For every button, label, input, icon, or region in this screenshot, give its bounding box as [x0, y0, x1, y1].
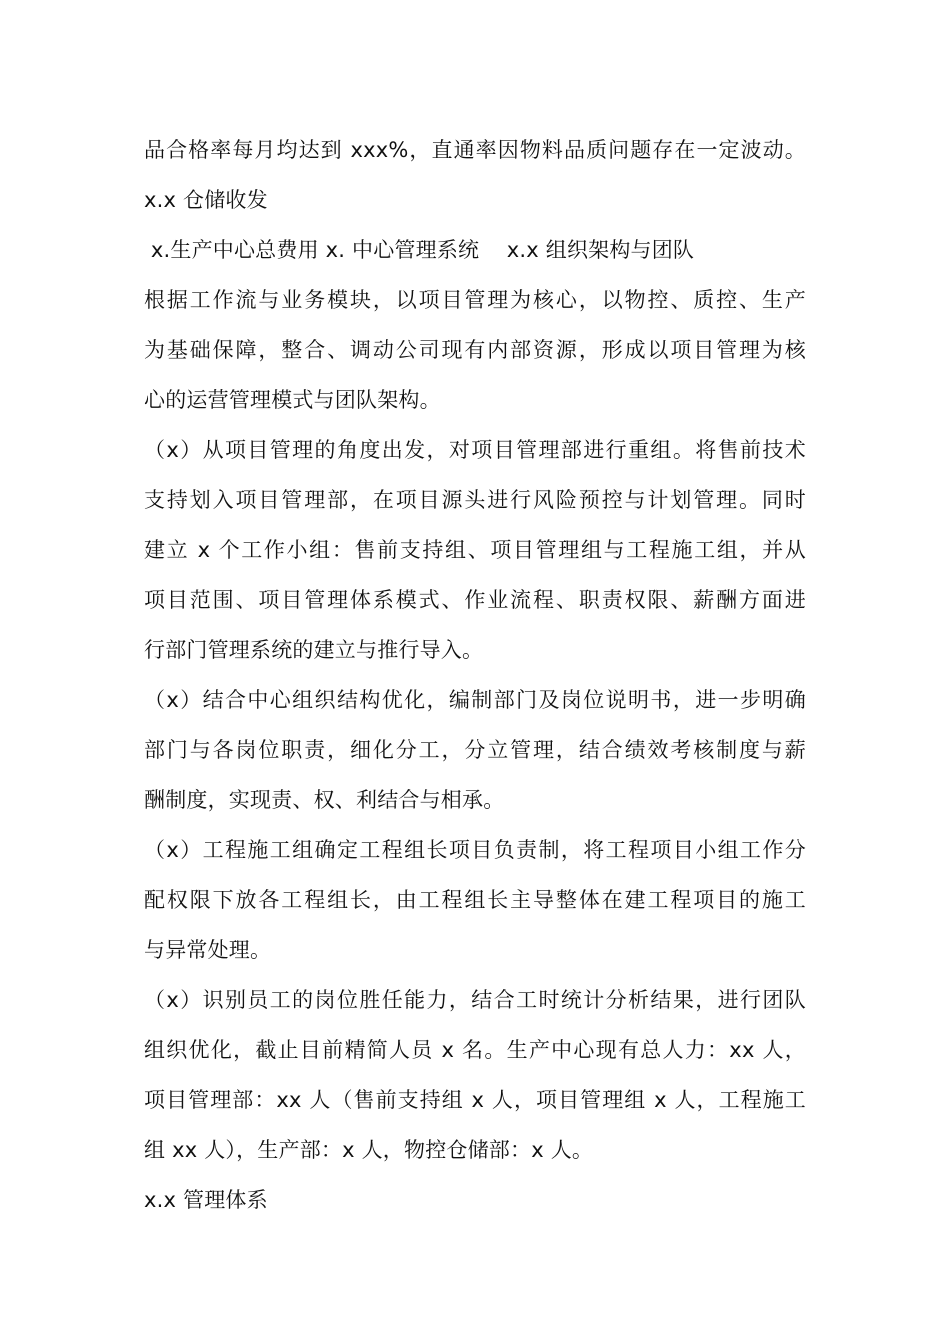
- text-line: 心的运营管理模式与团队架构。: [144, 388, 441, 412]
- text-line: 与异常处理。: [144, 938, 272, 962]
- text-line: 酬制度，实现责、权、利结合与相承。: [144, 788, 505, 812]
- text-line: （x）识别员工的岗位胜任能力，结合工时统计分析结果，进行团队: [144, 988, 806, 1012]
- text-line: 项目管理部：xx 人（售前支持组 x 人，项目管理组 x 人，工程施工: [144, 1088, 806, 1112]
- section-heading: x.x 管理体系: [144, 1188, 268, 1212]
- text-line: （x）结合中心组织结构优化，编制部门及岗位说明书，进一步明确: [144, 688, 806, 712]
- text-line: （x）从项目管理的角度出发，对项目管理部进行重组。将售前技术: [144, 438, 806, 462]
- text-line: 配权限下放各工程组长，由工程组长主导整体在建工程项目的施工: [144, 888, 806, 912]
- text-line: （x）工程施工组确定工程组长项目负责制，将工程项目小组工作分: [144, 838, 806, 862]
- text-line: 品合格率每月均达到 xxx%，直通率因物料品质问题存在一定波动。: [144, 138, 806, 162]
- text-line: 部门与各岗位职责，细化分工，分立管理，结合绩效考核制度与薪: [144, 738, 806, 762]
- text-line: 支持划入项目管理部，在项目源头进行风险预控与计划管理。同时: [144, 488, 806, 512]
- section-heading: x.x 仓储收发: [144, 188, 268, 212]
- text-line: 组 xx 人），生产部：x 人，物控仓储部：x 人。: [144, 1138, 594, 1162]
- text-line: 行部门管理系统的建立与推行导入。: [144, 638, 484, 662]
- toc-line: x.生产中心总费用 x. 中心管理系统 x.x 组织架构与团队: [144, 238, 695, 262]
- text-line: 组织优化，截止目前精简人员 x 名。生产中心现有总人力：xx 人，: [144, 1038, 806, 1062]
- text-line: 根据工作流与业务模块，以项目管理为核心，以物控、质控、生产: [144, 288, 806, 312]
- text-line: 项目范围、项目管理体系模式、作业流程、职责权限、薪酬方面进: [144, 588, 806, 612]
- text-line: 建立 x 个工作小组：售前支持组、项目管理组与工程施工组，并从: [144, 538, 806, 562]
- text-line: 为基础保障，整合、调动公司现有内部资源，形成以项目管理为核: [144, 338, 806, 362]
